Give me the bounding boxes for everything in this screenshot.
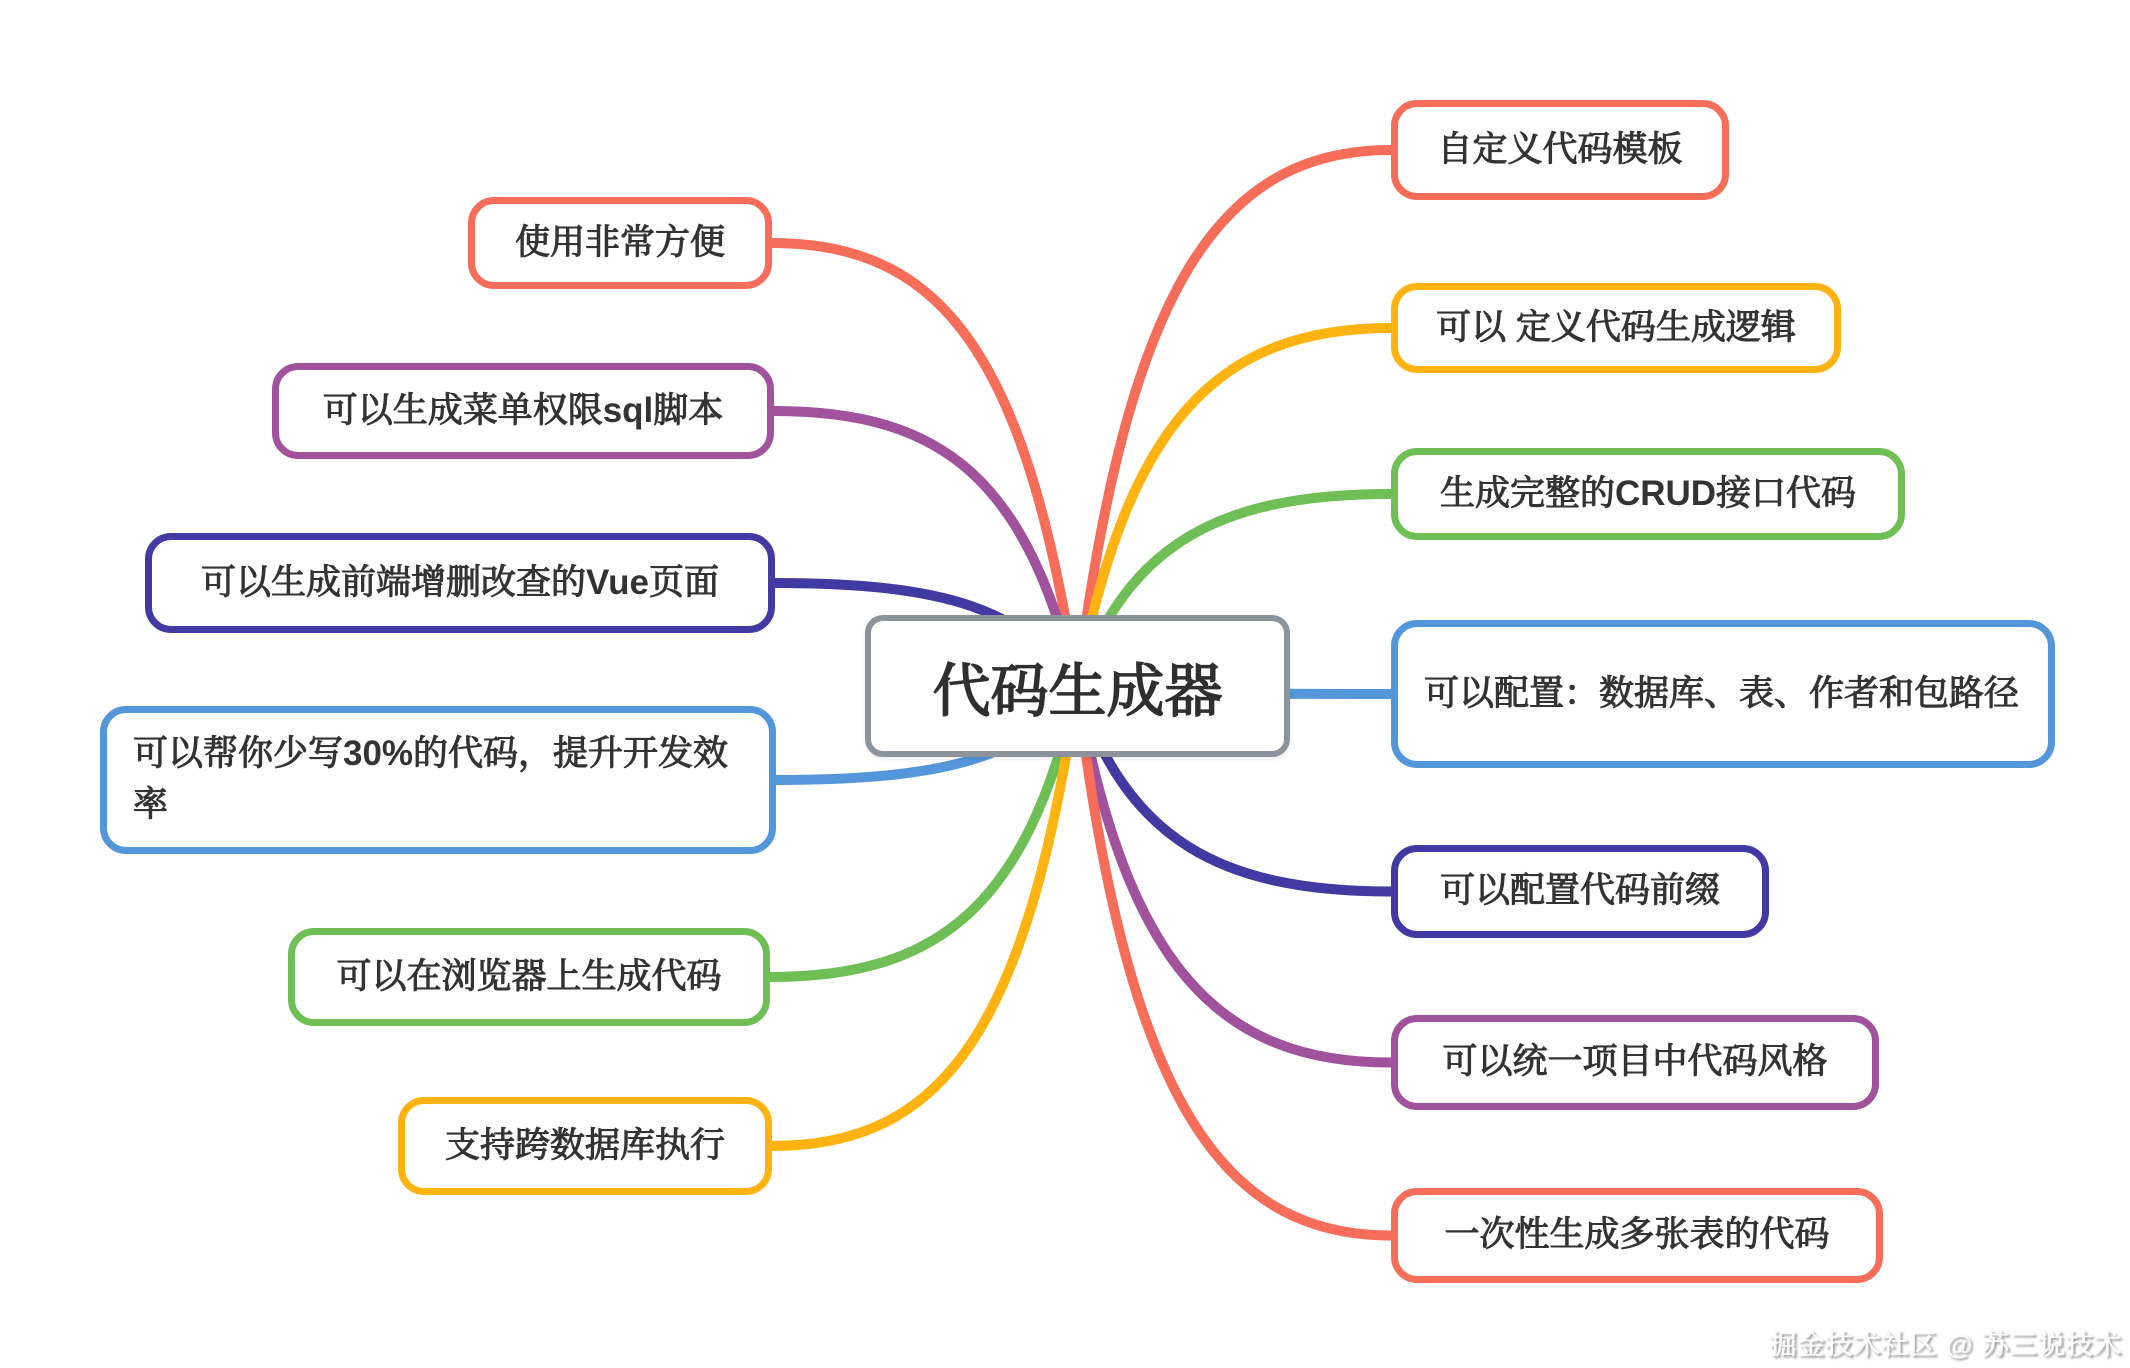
mindmap-node-label: 自定义代码模板 — [1437, 129, 1683, 169]
mindmap-node-label: 可以 定义代码生成逻辑 — [1436, 307, 1796, 347]
mindmap-node[interactable] — [145, 533, 775, 633]
mindmap-node-label: 生成完整的CRUD接口代码 — [1439, 473, 1857, 513]
mindmap-node-label: 可以帮你少写30%的代码，提升开发效率 — [133, 734, 729, 824]
mindmap-node[interactable] — [398, 1097, 772, 1195]
mindmap-node-label: 可以配置：数据库、表、作者和包路径 — [1424, 673, 2020, 713]
root-node-label: 代码生成器 — [932, 659, 1223, 724]
mindmap-node[interactable] — [288, 928, 770, 1026]
mindmap-node[interactable] — [272, 363, 774, 459]
mindmap-node[interactable] — [1391, 620, 2055, 768]
mindmap-node-label: 可以生成菜单权限sql脚本 — [322, 390, 724, 430]
mindmap-node-label: 可以在浏览器上生成代码 — [336, 956, 722, 996]
mindmap-node[interactable] — [1391, 1015, 1879, 1110]
mindmap-node-label: 可以配置代码前缀 — [1439, 871, 1720, 911]
mindmap-node-label: 可以统一项目中代码风格 — [1442, 1042, 1828, 1082]
mindmap-node[interactable] — [1391, 100, 1729, 200]
mindmap-node[interactable] — [1391, 1188, 1883, 1283]
branch-curve — [1077, 150, 1391, 688]
mindmap-node-label: 可以生成前端增删改查的Vue页面 — [201, 562, 719, 602]
mindmap-node-label: 使用非常方便 — [514, 222, 725, 262]
root-node[interactable] — [865, 615, 1290, 757]
mindmap-node[interactable] — [1391, 448, 1905, 540]
mindmap-node[interactable] — [468, 197, 772, 289]
branch-curve — [1077, 688, 1391, 1236]
mindmap-node[interactable] — [100, 706, 776, 854]
watermark: 掘金技术社区 @ 苏三说技术 — [1769, 1330, 2122, 1360]
mindmap-node[interactable] — [1391, 845, 1769, 938]
mindmap-node-label: 一次性生成多张表的代码 — [1444, 1215, 1830, 1255]
mindmap-node-label: 支持跨数据库执行 — [444, 1125, 725, 1165]
mindmap-node[interactable] — [1391, 283, 1841, 373]
